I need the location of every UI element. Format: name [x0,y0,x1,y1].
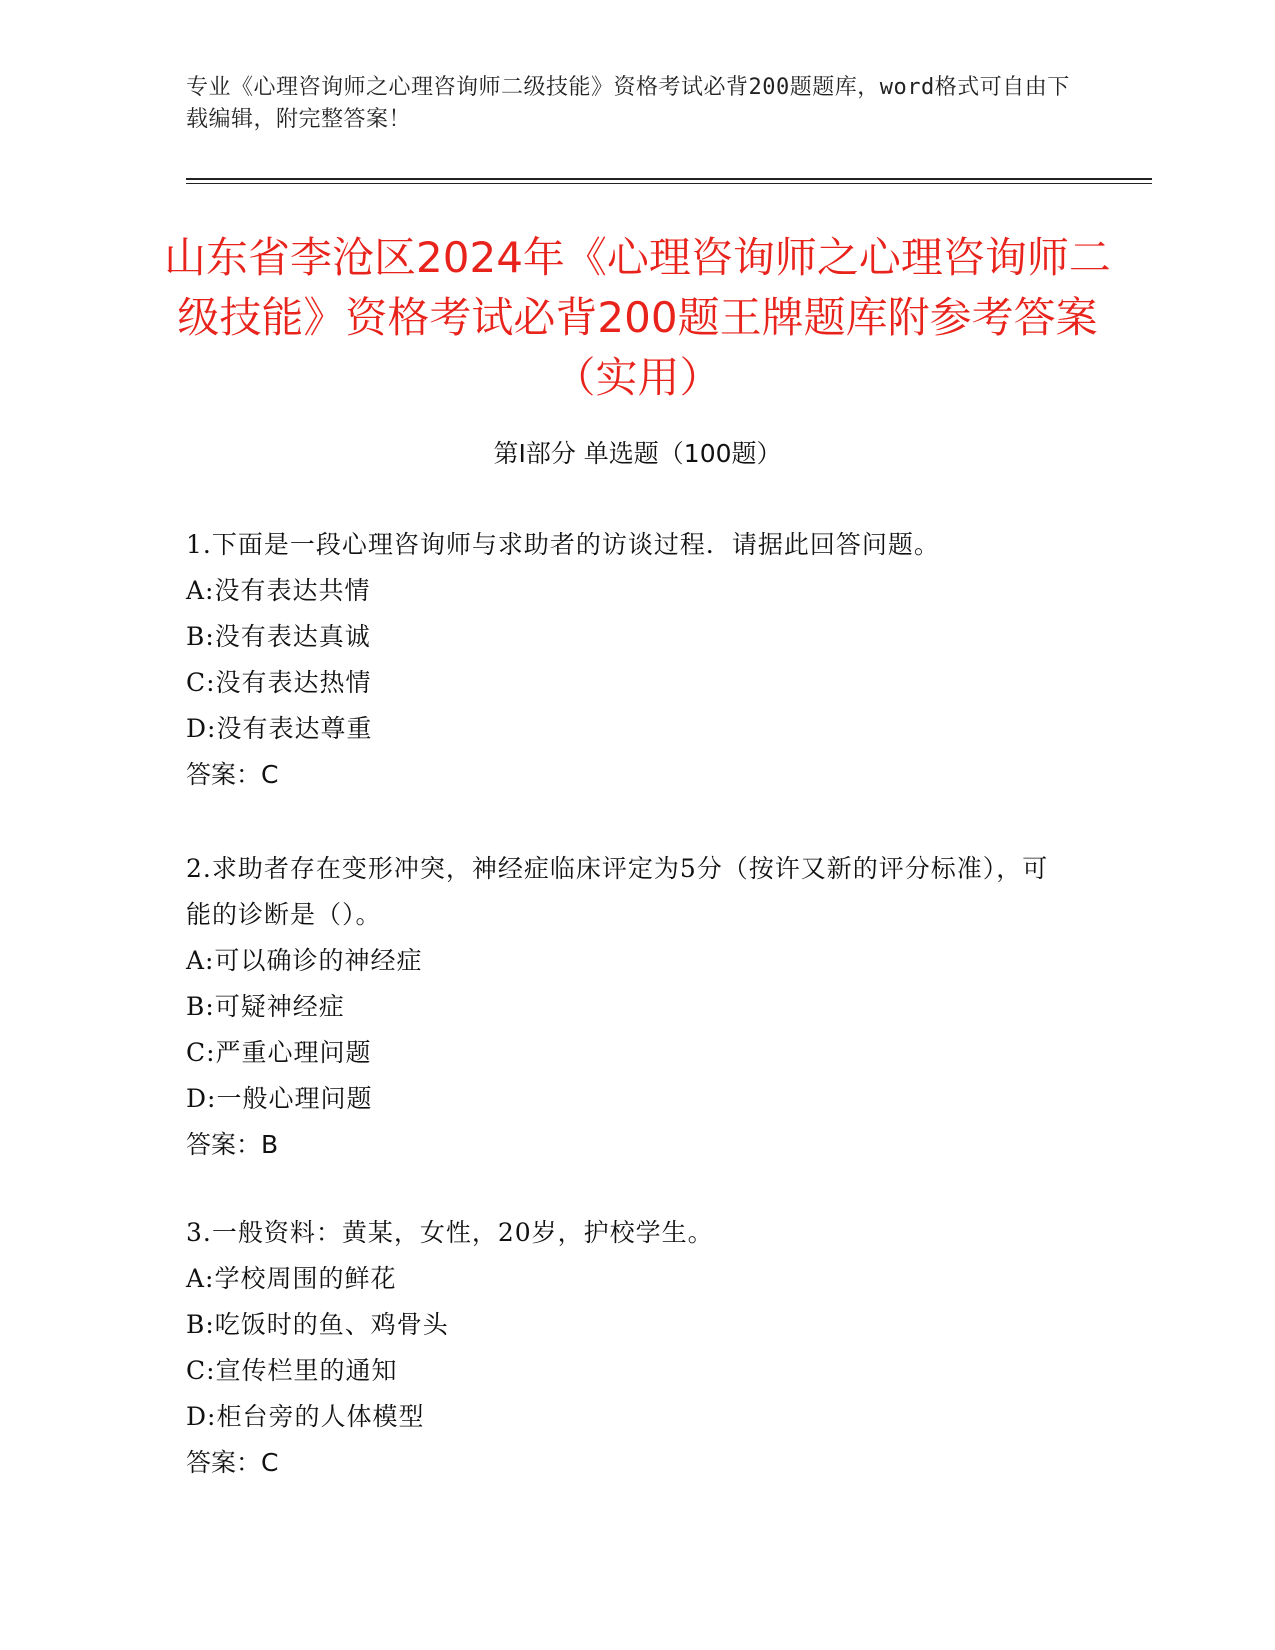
header-rule-thick [186,178,1152,180]
question-1 [186,522,1066,798]
header-rule-thin [186,183,1152,184]
option-b: B:吃饭时的鱼、鸡骨头 [186,1310,449,1339]
option-b: B:可疑神经症 [186,992,345,1021]
question-text: 2.求助者存在变形冲突，神经症临床评定为5分（按许又新的评分标准），可能的诊断是（）。 [186,854,1049,929]
option-b: B:没有表达真诚 [186,622,371,651]
document-title: 山东省李沧区2024年《心理咨询师之心理咨询师二级技能》资格考试必背200题王牌题库附参考答案（实用） [164,233,1111,402]
question-text: 3.一般资料：黄某，女性，20岁，护校学生。 [186,1218,714,1247]
option-c: C:严重心理问题 [186,1038,372,1067]
option-c: C:没有表达热情 [186,668,372,697]
option-a: A:可以确诊的神经症 [186,946,423,975]
option-c: C:宣传栏里的通知 [186,1356,398,1385]
option-d: D:一般心理问题 [186,1084,373,1113]
section-heading: 第Ⅰ部分 单选题（100题） [493,439,782,468]
question-3 [186,1210,1066,1486]
option-a: A:没有表达共情 [186,576,371,605]
answer: 答案：C [186,760,279,789]
question-text: 1.下面是一段心理咨询师与求助者的访谈过程．请据此回答问题。 [186,530,940,559]
option-d: D:没有表达尊重 [186,714,373,743]
option-d: D:柜台旁的人体模型 [186,1402,425,1431]
question-2 [186,846,1066,1168]
answer: 答案：C [186,1448,279,1477]
option-a: A:学校周围的鲜花 [186,1264,397,1293]
header-note: 专业《心理咨询师之心理咨询师二级技能》资格考试必背200题题库，word格式可自由下载编辑，附完整答案！ [186,75,1070,132]
answer: 答案：B [186,1130,279,1159]
